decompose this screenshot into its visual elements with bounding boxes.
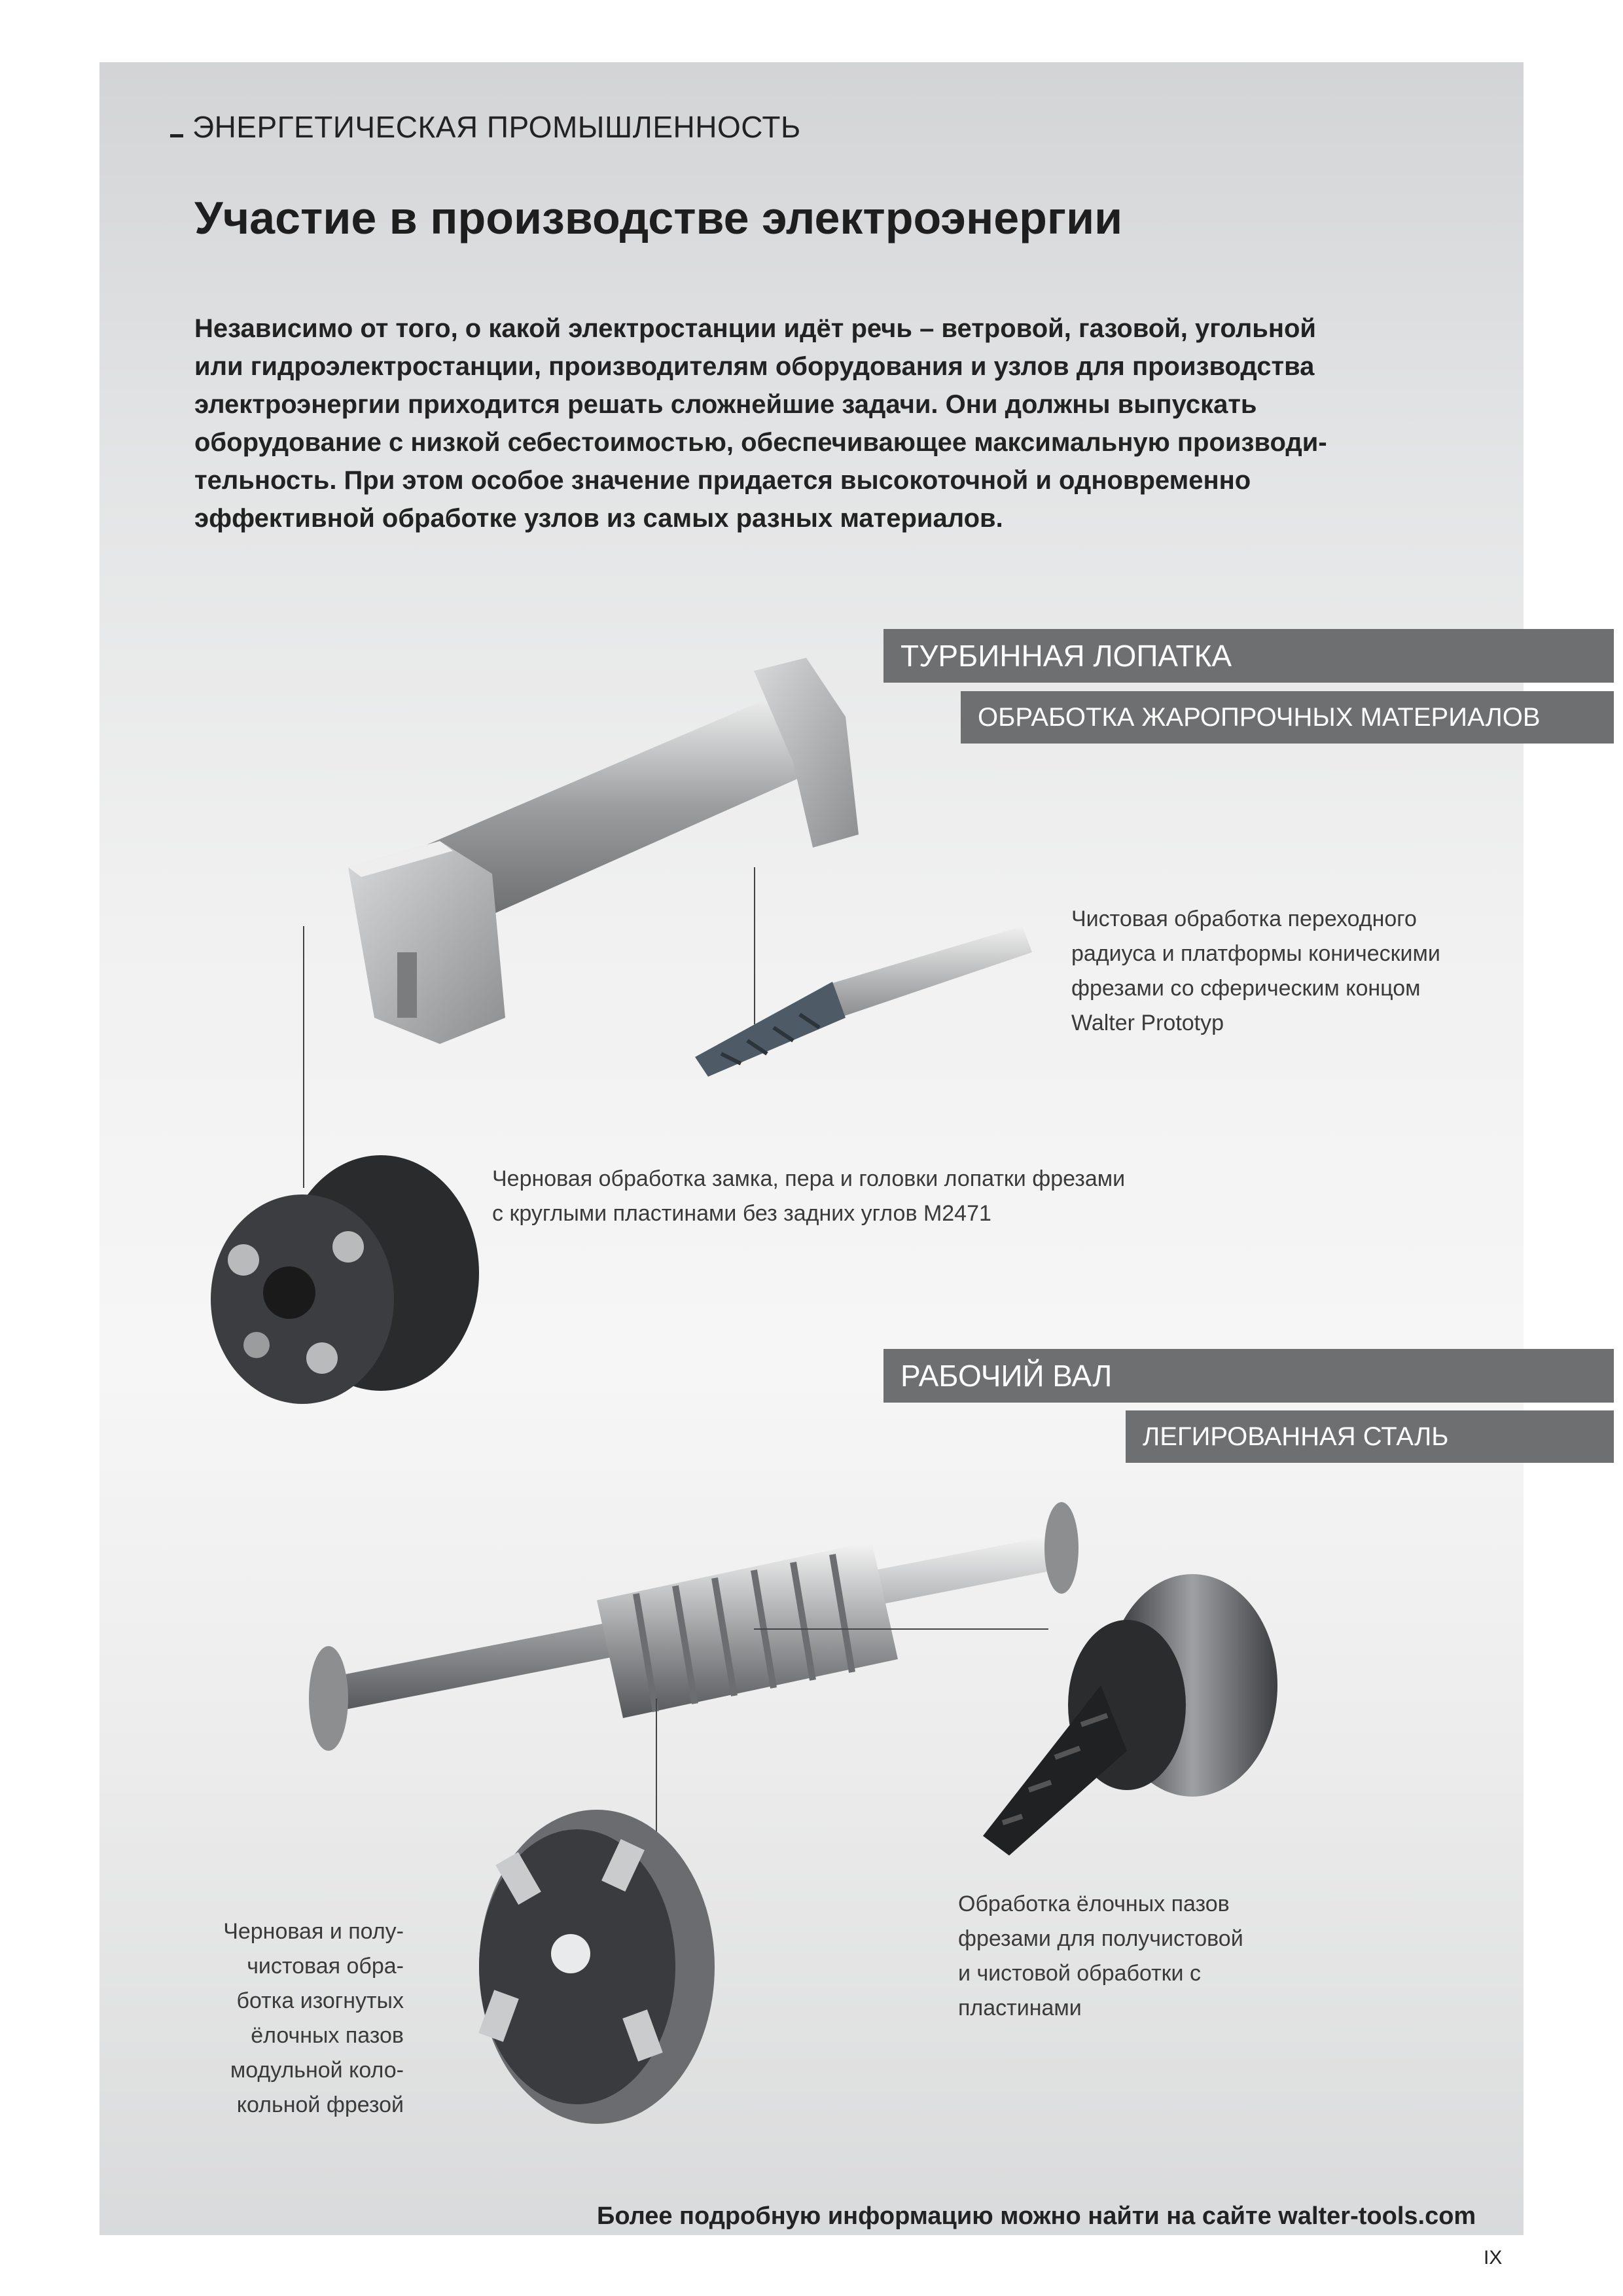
alloy-steel-subbanner-label: ЛЕГИРОВАННАЯ СТАЛЬ [1143,1422,1449,1451]
modular-cutter-note [185,1914,404,2123]
overline-dash [170,134,183,137]
turbine-blade-banner [883,629,1614,683]
rough-note-line: Черновая обработка замка, пера и головки лопатки фрезами [492,1166,1126,1191]
page-number: IX [1484,2247,1503,2269]
fir-tree-cutter-image [957,1554,1297,1869]
leader-line [754,867,755,1024]
finish-note-line: Чистовая обработка переходного [1071,906,1417,931]
alloy-steel-subbanner [1126,1410,1614,1463]
fir-tree-note [958,1887,1325,2026]
modular-note-line: Черновая и полу- [223,1919,404,1944]
fir-tree-note-line: и чистовой обработки с [958,1961,1201,1986]
modular-note-line: модульной коло- [230,2058,404,2083]
turbine-blade-banner-label: ТУРБИННАЯ ЛОПАТКА [901,639,1232,673]
finish-note-line: Walter Prototyp [1071,1011,1224,1035]
footer-website-note: Более подробную информацию можно найти на сайте walter-tools.com [597,2202,1476,2230]
page-title: Участие в производстве электроэнергии [194,192,1123,243]
modular-note-line: ёлочных пазов [251,2023,404,2048]
intro-line: тельность. При этом особое значение придается высокоточной и одновременно [194,466,1251,495]
modular-note-line: ботка изогнутых [236,1988,404,2013]
intro-line: оборудование с низкой себестоимостью, обеспечивающее максимальную производи- [194,428,1327,457]
page-panel [99,62,1541,2269]
intro-line: электроэнергии приходится решать сложнейшие задачи. Они должны выпускать [194,390,1257,419]
finish-note-line: фрезами со сферическим концом [1071,976,1421,1001]
heat-resistant-subbanner-label: ОБРАБОТКА ЖАРОПРОЧНЫХ МАТЕРИАЛОВ [978,702,1541,732]
overline-text: ЭНЕРГЕТИЧЕСКАЯ ПРОМЫШЛЕННОСТЬ [192,110,801,144]
intro-paragraph [194,310,1438,537]
modular-note-line: чистовая обра- [247,1954,404,1979]
working-shaft-banner [883,1349,1614,1403]
rough-note-line: с круглыми пластинами без задних углов M2471 [492,1201,991,1226]
fir-tree-note-line: пластинами [958,1996,1082,2020]
finish-note-line: радиуса и платформы коническими [1071,941,1440,966]
section-overline [170,109,801,145]
modular-note-line: кольной фрезой [236,2092,404,2117]
intro-line: или гидроэлектростанции, производителям оборудования и узлов для производства [194,352,1315,381]
fir-tree-note-line: фрезами для получистовой [958,1926,1243,1951]
fir-tree-note-line: Обработка ёлочных пазов [958,1892,1230,1916]
finish-machining-note [1071,902,1516,1041]
working-shaft-banner-label: РАБОЧИЙ ВАЛ [901,1359,1113,1393]
round-insert-mill-image [191,1136,492,1424]
heat-resistant-subbanner [961,691,1614,744]
ball-nose-mill-image [682,913,1035,1083]
intro-line: Независимо от того, о какой электростанции идёт речь – ветровой, газовой, угольной [194,314,1317,343]
modular-form-cutter-image [446,1797,721,2137]
rough-machining-note [492,1162,1277,1231]
intro-line: эффективной обработке узлов из самых разных материалов. [194,504,1003,533]
